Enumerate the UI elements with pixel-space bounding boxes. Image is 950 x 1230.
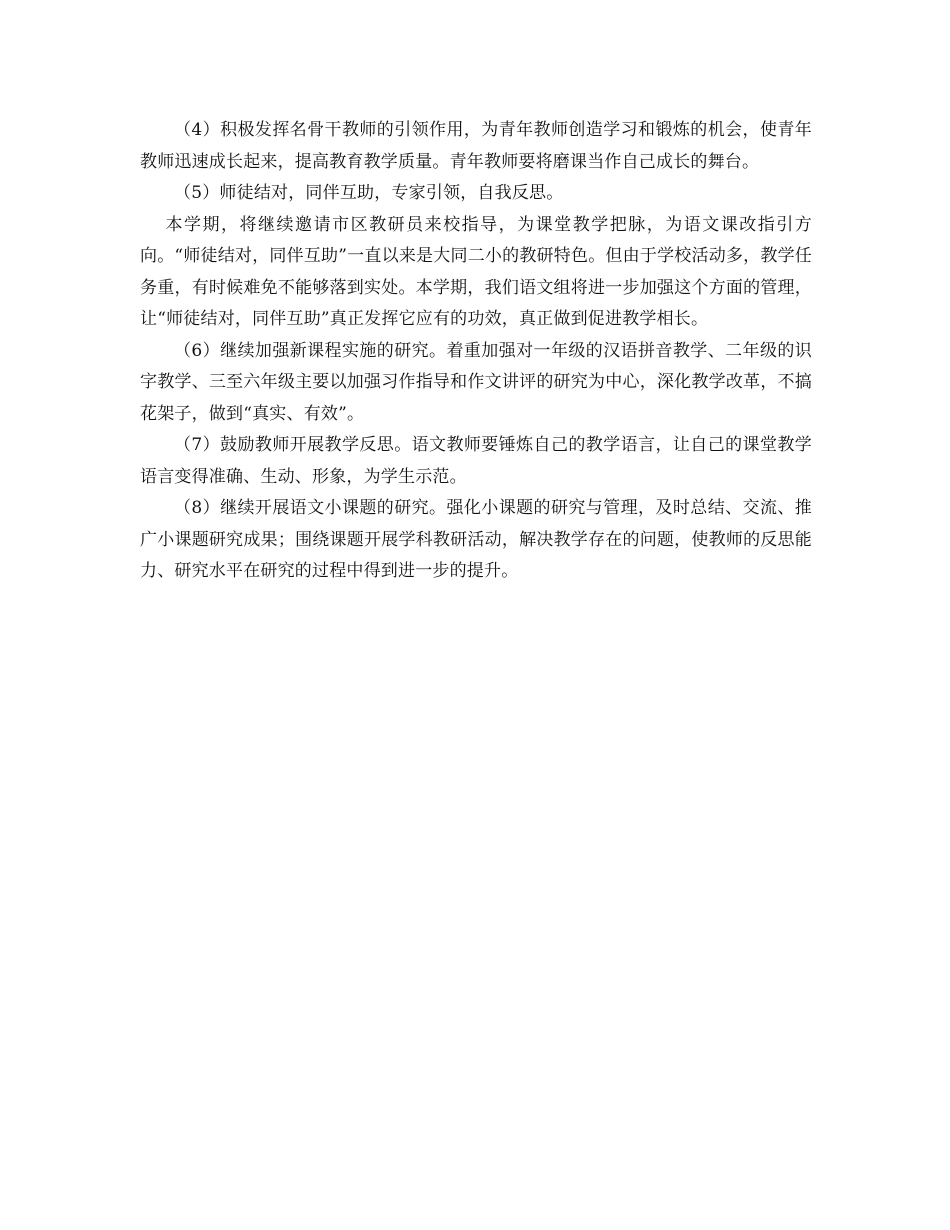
paragraph-item-8: （8）继续开展语文小课题的研究。强化小课题的研究与管理，及时总结、交流、推广小课题研究成果；围绕课题开展学科教研活动，解决教学存在的问题，使教师的反思能力、研究水平在研究的过程中得到进一步的提升。 (140, 498, 812, 581)
paragraph-item-4: （4）积极发挥名骨干教师的引领作用，为青年教师创造学习和锻炼的机会，使青年教师迅速成长起来，提高教育教学质量。青年教师要将磨课当作自己成长的舞台。 (140, 120, 812, 172)
paragraph-item-6: （6）继续加强新课程实施的研究。着重加强对一年级的汉语拼音教学、二年级的识字教学、三至六年级主要以加强习作指导和作文讲评的研究为中心，深化教学改革，不搞花架子，做到“真实、有效”。 (140, 340, 812, 424)
paragraph-item-7: （7）鼓励教师开展教学反思。语文教师要锤炼自己的教学语言，让自己的课堂教学语言变得准确、生动、形象，为学生示范。 (140, 435, 812, 487)
paragraph-body-text: 本学期，将继续邀请市区教研员来校指导，为课堂教学把脉，为语文课改指引方向。“师徒结对，同伴互助”一直以来是大同二小的教研特色。但由于学校活动多，教学任务重，有时候难免不能够落到实处。本学期，我们语文组将进一步加强这个方面的管理，让“师徒结对，同伴互助”真正发挥它应有的功效，真正做到促进教学相长。 (140, 214, 812, 329)
paragraph-item-5: （5）师徒结对，同伴互助，专家引领，自我反思。 (174, 183, 564, 203)
document-body (140, 115, 812, 588)
